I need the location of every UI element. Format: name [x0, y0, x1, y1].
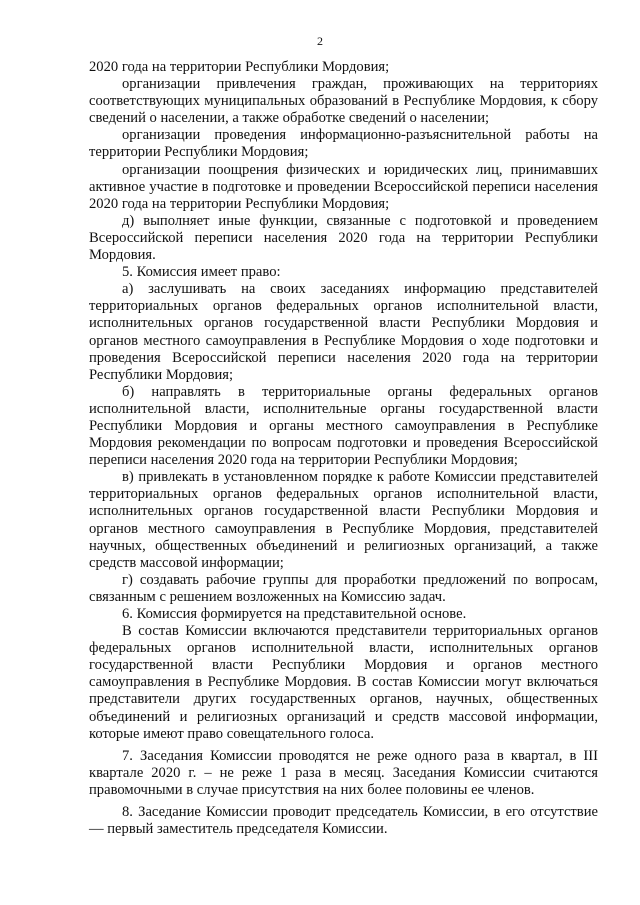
- paragraph: 6. Комиссия формируется на представительной основе.: [122, 606, 467, 622]
- paragraph: г) создавать рабочие группы для проработки предложений по вопросам, связанным с решением возложенных на Комиссию задач.: [89, 571, 598, 605]
- paragraph: 5. Комиссия имеет право:: [122, 264, 281, 281]
- paragraph: В состав Комиссии включаются представители территориальных органов федеральных органов исполнительной власти, исполнительных органов государственной власти Республики Мордовия и органов местного самоуправления в Республике Мордовия. В состав Комиссии могут включаться представители других государственных органов, научных, общественных объединений и религиозных организаций и средств массовой информации, которые имеют право совещательного голоса.: [89, 623, 598, 742]
- paragraph: 2020 года на территории Республики Мордовия;: [89, 59, 390, 75]
- paragraph: б) направлять в территориальные органы федеральных органов исполнительной власти, исполнительные органы государственной власти Республики Мордовия и органы местного самоуправления в Республике Мордовия рекомендации по вопросам подготовки и проведения Всероссийской переписи населения 2020 года на территории Республики Мордовия;: [89, 383, 598, 469]
- paragraph: а) заслушивать на своих заседаниях информацию представителей территориальных органов федеральных органов исполнительной власти, исполнительных органов государственной власти Республики Мордовия и органов местного самоуправления в Республике Мордовия о ходе подготовки и проведения Всероссийской переписи населения 2020 года на территории Республики Мордовия;: [89, 281, 598, 383]
- paragraph: д) выполняет иные функции, связанные с подготовкой и проведением Всероссийской переписи населения 2020 года на территории Республики Мордовия.: [89, 212, 598, 264]
- paragraph: 7. Заседания Комиссии проводятся не реже одного раза в квартал, в III квартале 2020 г. – не реже 1 раза в месяц. Заседания Комиссии считаются правомочными в случае присутствия на них более половины ее членов.: [89, 747, 598, 798]
- paragraph: в) привлекать в установленном порядке к работе Комиссии представителей территориальных органов федеральных органов исполнительной власти, исполнительных органов государственной власти Республики Мордовия и органов местного самоуправления в Республике Мордовия, представителей научных, общественных объединений и религиозных организаций, а также средств массовой информации;: [89, 469, 598, 571]
- document-body: [89, 59, 598, 838]
- paragraph: организации поощрения физических и юридических лиц, принимавших активное участие в подготовке и проведении Всероссийской переписи населения 2020 года на территории Республики Мордовия;: [89, 161, 598, 212]
- paragraph: организации привлечения граждан, проживающих на территориях соответствующих муниципальных образований в Республике Мордовия, к сбору сведений о населении, а также обработке сведений о населении;: [89, 76, 598, 127]
- page-number: 2: [317, 34, 323, 48]
- paragraph: 8. Заседание Комиссии проводит председатель Комиссии, в его отсутствие — первый заместитель председателя Комиссии.: [89, 804, 598, 838]
- paragraph: организации проведения информационно-разъяснительной работы на территории Республики Мордовия;: [89, 127, 598, 161]
